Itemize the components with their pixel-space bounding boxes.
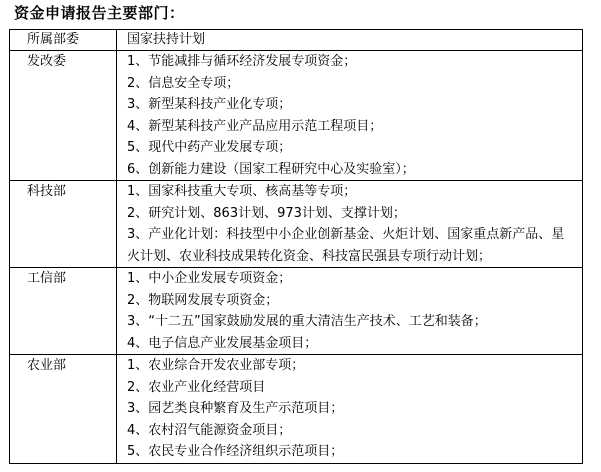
support-cell	[117, 51, 583, 181]
list-item: 1、农业综合开发农业部专项；	[127, 358, 305, 373]
table-row	[10, 355, 583, 464]
department-name: 农业部	[27, 358, 67, 373]
list-item: 3、“十二五”国家鼓励发展的重大清洁生产技术、工艺和装备；	[127, 314, 487, 329]
list-item: 3、新型某科技产业化专项；	[127, 97, 292, 112]
list-item: 3、产业化计划：科技型中小企业创新基金、火炬计划、国家重点新产品、星火计划、农业科技成果转化资金、科技富民强县专项行动计划；	[127, 227, 565, 264]
table-header-row	[10, 30, 583, 51]
department-name: 发改委	[27, 54, 67, 69]
department-cell	[10, 355, 117, 464]
department-cell	[10, 181, 117, 268]
table-row	[10, 268, 583, 355]
list-item: 4、电子信息产业发展基金项目；	[127, 335, 318, 351]
list-item: 2、物联网发展专项资金；	[127, 292, 279, 308]
list-item: 5、农民专业合作经济组织示范项目；	[127, 444, 344, 459]
list-item: 2、信息安全专项；	[127, 75, 240, 91]
department-name: 科技部	[27, 184, 67, 199]
list-item: 4、农村沼气能源资金项目；	[127, 422, 292, 438]
page-title: 资金申请报告主要部门：	[14, 4, 185, 22]
list-item: 1、国家科技重大专项、核高基等专项；	[127, 184, 357, 199]
table-row	[10, 181, 583, 268]
header-support-label: 国家扶持计划	[127, 32, 206, 47]
list-item: 6、创新能力建设（国家工程研究中心及实验室）；	[127, 161, 415, 177]
department-name: 工信部	[27, 271, 67, 286]
table-row	[10, 51, 583, 181]
list-item: 1、节能减排与循环经济发展专项资金；	[127, 54, 357, 69]
department-cell	[10, 268, 117, 355]
list-item: 5、现代中药产业发展专项；	[127, 140, 292, 155]
department-cell	[10, 51, 117, 181]
support-cell	[117, 355, 583, 464]
list-item: 3、园艺类良种繁育及生产示范项目；	[127, 401, 344, 416]
list-item: 4、新型某科技产业产品应用示范工程项目；	[127, 118, 383, 134]
header-department	[10, 30, 117, 51]
list-item: 1、中小企业发展专项资金；	[127, 271, 292, 286]
header-department-label: 所属部委	[27, 32, 80, 47]
list-item: 2、农业产业化经营项目	[127, 379, 266, 395]
support-cell	[117, 268, 583, 355]
list-item: 2、研究计划、863计划、973计划、支撑计划；	[127, 205, 406, 221]
header-support	[117, 30, 583, 51]
funding-table	[9, 29, 583, 464]
support-cell	[117, 181, 583, 268]
